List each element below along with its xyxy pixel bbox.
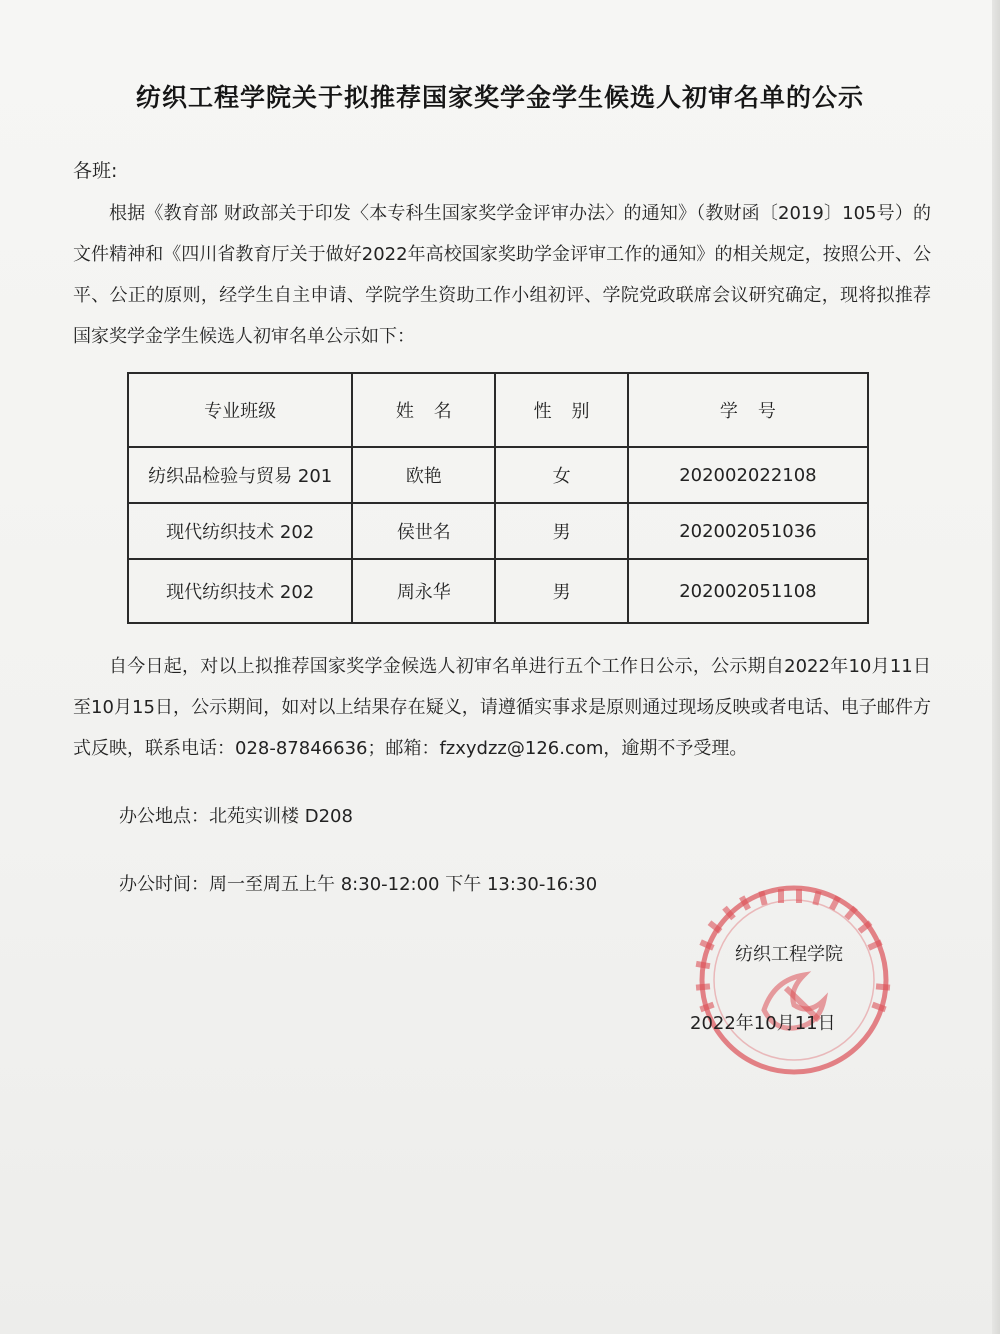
header-class: 专业班级 — [128, 373, 352, 447]
cell-name: 周永华 — [352, 559, 495, 623]
cell-student-id: 202002051036 — [628, 503, 868, 559]
cell-class: 现代纺织技术 202 — [128, 559, 352, 623]
body-paragraph-2: 自今日起，对以上拟推荐国家奖学金候选人初审名单进行五个工作日公示，公示期自2022年10月11日至10月15日，公示期间，如对以上结果存在疑义，请遵循实事求是原则通过现场反映或者电话、电子邮件方式反映，联系电话：028-87846636；邮箱：fzxydzz@126.com，逾期不予受理。 — [73, 656, 931, 759]
header-name: 姓名 — [352, 373, 495, 447]
candidate-table — [127, 372, 869, 624]
document-title: 纺织工程学院关于拟推荐国家奖学金学生候选人初审名单的公示 — [135, 83, 864, 112]
signature-organization: 纺织工程学院 — [735, 944, 843, 965]
cell-gender: 女 — [495, 447, 628, 503]
salutation: 各班: — [73, 160, 118, 182]
cell-student-id: 202002022108 — [628, 447, 868, 503]
cell-name: 侯世名 — [352, 503, 495, 559]
cell-class: 纺织品检验与贸易 201 — [128, 447, 352, 503]
office-address: 办公地点：北苑实训楼 D208 — [119, 806, 353, 827]
cell-gender: 男 — [495, 503, 628, 559]
body-paragraph-1: 根据《教育部 财政部关于印发〈本专科生国家奖学金评审办法〉的通知》（教财函〔2019〕105号）的文件精神和《四川省教育厅关于做好2022年高校国家奖助学金评审工作的通知》的相关规定，按照公开、公平、公正的原则，经学生自主申请、学院学生资助工作小组初评、学院党政联席会议研究确定，现将拟推荐国家奖学金学生候选人初审名单公示如下： — [73, 203, 931, 347]
page-edge — [992, 0, 1000, 1334]
table-row — [128, 447, 868, 503]
signature-date: 2022年10月11日 — [690, 1013, 836, 1034]
cell-name: 欧艳 — [352, 447, 495, 503]
header-gender: 性别 — [495, 373, 628, 447]
cell-gender: 男 — [495, 559, 628, 623]
header-student-id: 学号 — [628, 373, 868, 447]
cell-class: 现代纺织技术 202 — [128, 503, 352, 559]
cell-student-id: 202002051108 — [628, 559, 868, 623]
table-header-row — [128, 373, 868, 447]
table-row — [128, 559, 868, 623]
table-row — [128, 503, 868, 559]
office-hours: 办公时间：周一至周五上午 8:30-12:00 下午 13:30-16:30 — [119, 874, 598, 895]
official-seal — [694, 880, 894, 1080]
